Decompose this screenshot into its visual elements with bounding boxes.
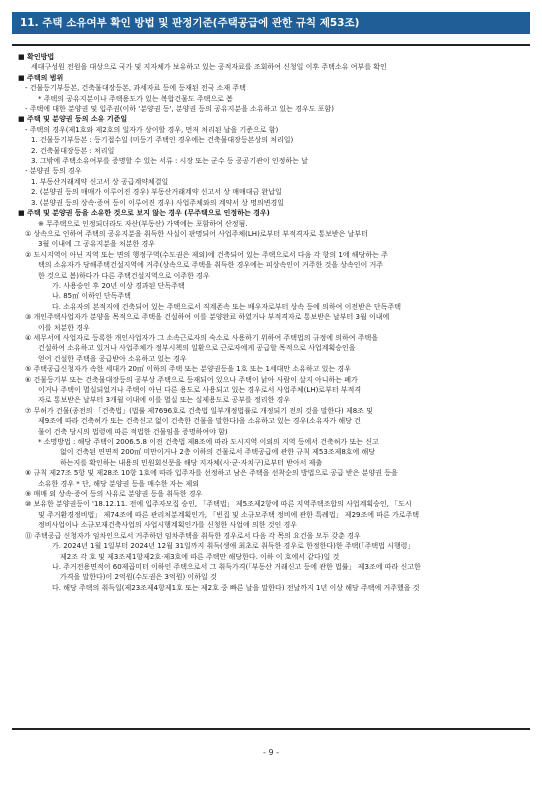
body-line: 물이 건축 당시의 법령에 따른 적법한 건물임을 증명하여야 함)	[38, 427, 228, 436]
page-number: - 9 -	[263, 748, 279, 757]
body-line: ⑦ 무허가 건물(종전의 「건축법」(법률 제7696호로 건축법 일부개정법률로 개정되기 전의 것을 말한다) 제8조 및	[25, 406, 373, 415]
body-line: 하는지를 확인하는 내용의 민원회신문을 해당 지자체(시·군·자치구)로부터 받아서 제출	[60, 458, 323, 467]
body-line: * 소명방법 : 해당 주택이 2006.5.8 이전 건축법 제8조에 따라 도시지역 이외의 지역 등에서 건축허가 또는 신고	[38, 438, 379, 447]
body-line: 나. 85㎡ 이하인 단독주택	[52, 292, 131, 301]
body-line: 가격을 말한다)이 2억원(수도권은 3억원) 이하일 것	[60, 573, 217, 582]
body-line: * 주택의 공유지분이나 주택용도가 있는 복합건물도 주택으로 봄	[38, 94, 233, 103]
body-line: 가. 2024년 1월 1일부터 2024년 12월 31일까지 취득(생애 최초로 취득한 경우로 한정한다)한 주택(「주택법 시행령」	[52, 542, 415, 551]
body-line: ④ 세무서에 사업자로 등록한 개인사업자가 그 소속근로자의 숙소로 사용하기 위하여 주택법의 규정에 의하여 주택을	[25, 333, 379, 342]
body-line: ⑪ 주택공급 신청자가 임차인으로서 거주하던 임차주택을 취득한 경우로서 다음 각 목의 요건을 모두 갖춘 경우	[25, 531, 361, 540]
body-line: 3월 이내에 그 공유지분을 처분한 경우	[38, 240, 156, 249]
section-heading: ■ 주택의 범위	[18, 73, 64, 82]
body-line: ※ 무주택으로 인정되더라도 자산(부동산) 가액에는 포함하여 산정됨.	[38, 219, 248, 228]
body-line: 3. 그밖에 주택소유여부를 증명할 수 있는 서류 : 시장 또는 군수 등 공공기관이 인정하는 날	[31, 157, 308, 166]
body-line: 다. 해당 주택의 취득일(제23조제4항제1호 또는 제2호 중 빠른 날을 말한다) 전날까지 1년 이상 해당 주택에 거주했을 것	[52, 583, 420, 592]
body-line: 제2조 각 호 및 제3조제1항제2호·제3호에 따른 주택만 해당한다. 이하 이 호에서 같다)일 것	[60, 552, 340, 561]
body-line: 자로 통보받은 날부터 3개월 이내에 이를 멸실 또는 실제용도로 공부를 정리한 경우	[38, 396, 291, 405]
section-heading: ■ 확인방법	[18, 53, 55, 61]
body-line: 다. 소유자의 본적지에 건축되어 있는 주택으로서 직계존속 또는 배우자로부터 상속 등에 의하여 이전받은 단독주택	[52, 302, 401, 311]
body-line: 가. 사용승인 후 20년 이상 경과된 단독주택	[52, 281, 185, 290]
section-title: 11. 주택 소유여부 확인 방법 및 판정기준(주택공급에 관한 규칙 제53조)	[12, 12, 530, 34]
body-line: 1. 건물등기부등본 : 등기접수일 (미등기 주택인 경우에는 건축물대장등본상의 처리일)	[31, 136, 294, 145]
body-line: - 주택의 경우(제1호와 제2호의 일자가 상이할 경우, 먼저 처리된 날을 기준으로 함)	[25, 125, 279, 134]
body-line: 한 것으로 봄)하다가 다른 주택건설지역으로 이주한 경우	[38, 271, 210, 280]
body-line: 이거나 주택이 멸실되었거나 주택이 아닌 다른 용도로 사용되고 있는 경우로서 사업주체(LH)로부터 부적격	[38, 386, 362, 394]
body-line: ⑥ 건물등기부 또는 건축물대장등의 공부상 주택으로 등재되어 있으나 주택이 낡아 사람이 살지 아니하는 폐가	[25, 375, 358, 384]
body-line: - 주택에 대한 분양권 및 입주권(이하 '분양권 등', 분양권 등의 공유지분을 소유하고 있는 경우도 포함)	[25, 105, 334, 114]
body-line: - 건물등기부등본, 건축물대장등본, 과세자료 등에 등재된 전국 소재 주택	[25, 84, 246, 93]
body-line: 택의 소유자가 당해주택건설지역에 거주(상속으로 주택을 취득한 경우에는 피상속인이 거주한 것을 상속인이 거주	[38, 261, 384, 270]
body-line: 건설하여 소유하고 있거나 사업주체가 정부시책의 일환으로 근로자에게 공급할 목적으로 사업계획승인을	[38, 344, 356, 353]
body-line: ③ 개인주택사업자가 분양을 목적으로 주택을 건설하여 이를 분양완료 하였거나 부적격자로 통보받은 날부터 3월 이내에	[25, 313, 390, 322]
body-line: 나. 주거전용면적이 60제곱미터 이하인 주택으로서 그 취득가격(「부동산 거래신고 등에 관한 법률」 제3조에 따라 신고한	[52, 562, 421, 571]
body-line: 이를 처분한 경우	[38, 323, 90, 332]
body-line: ⑧ 규칙 제27조 5항 및 제28조 10항 1호에 따라 입주자를 선정하고 남은 주택을 선착순의 방법으로 공급 받은 분양권 등을	[25, 469, 398, 478]
body-line: 세대구성원 전원을 대상으로 국가 및 지자체가 보유하고 있는 공적자료를 조회하여 신청일 이후 주택소유 여부를 확인	[31, 63, 387, 72]
document-body	[18, 52, 526, 593]
body-line: 2. (분양권 등의 매매가 이루어진 경우) 부동산거래계약 신고서 상 매매대금 완납일	[31, 188, 282, 197]
body-line: ① 상속으로 인하여 주택의 공유지분을 취득한 사실이 판명되어 사업주체(LH)로부터 부적격자로 통보받은 날부터	[25, 229, 368, 238]
body-line: 및 주거환경정비법」 제74조에 따른 관리처분계획인가, 「빈집 및 소규모주택 정비에 관한 특례법」 제29조에 따른 가로주택	[38, 510, 420, 519]
body-line: 정비사업이나 소규모재건축사업의 사업시행계획인가를 신청한 사업에 의한 것인 경우	[38, 521, 298, 530]
body-line: 소유한 경우 * 단, 해당 분양권 등을 매수한 자는 제외	[38, 479, 199, 488]
body-line: 1. 부동산거래계약 신고서 상 공급계약체결일	[31, 177, 169, 186]
body-line: ⑩ 보유한 분양권등이 '18.12.11. 전에 입주자모집 승인, 「주택법」 제5조제2항에 따른 지역주택조합의 사업계획승인, 「도시	[25, 500, 412, 509]
body-line: 3. (분양권 등의 상속·증여 등이 이루어진 경우) 사업주체와의 계약서 상 명의변경일	[31, 198, 284, 207]
body-line: 제9조에 따라 건축허가 또는 건축신고 없이 건축한 건물을 말한다)을 소유하고 있는 경우(소유자가 해당 건	[38, 417, 361, 426]
body-line: ② 도시지역이 아닌 지역 또는 면의 행정구역(수도권은 제외)에 건축되어 있는 주택으로서 다음 각 항의 1에 해당하는 주	[25, 250, 388, 259]
body-line: - 분양권 등의 경우	[25, 167, 82, 176]
body-line: ⑤ 주택공급신청자가 속한 세대가 20㎡ 이하의 주택 또는 분양권등을 1호 또는 1세대만 소유하고 있는 경우	[25, 365, 351, 374]
section-heading: ■ 주택 및 분양권 등의 소유 기준일	[18, 115, 128, 124]
body-line: ⑨ 매매 외 상속·증여 등의 사유로 분양권 등을 취득한 경우	[25, 490, 203, 499]
body-line: 2. 건축물대장등본 : 처리일	[31, 146, 115, 155]
body-line: 없이 건축된 연면적 200㎡ 미만이거나 2층 이하의 건물로서 주택공급에 관한 규칙 제53조제8호에 해당	[60, 448, 376, 457]
body-line: 얻어 건설한 주택을 공급받아 소유하고 있는 경우	[38, 354, 187, 363]
section-heading: ■ 주택 및 분양권 등을 소유한 것으로 보지 않는 경우 (무주택으로 인정하는 경우)	[18, 209, 270, 218]
